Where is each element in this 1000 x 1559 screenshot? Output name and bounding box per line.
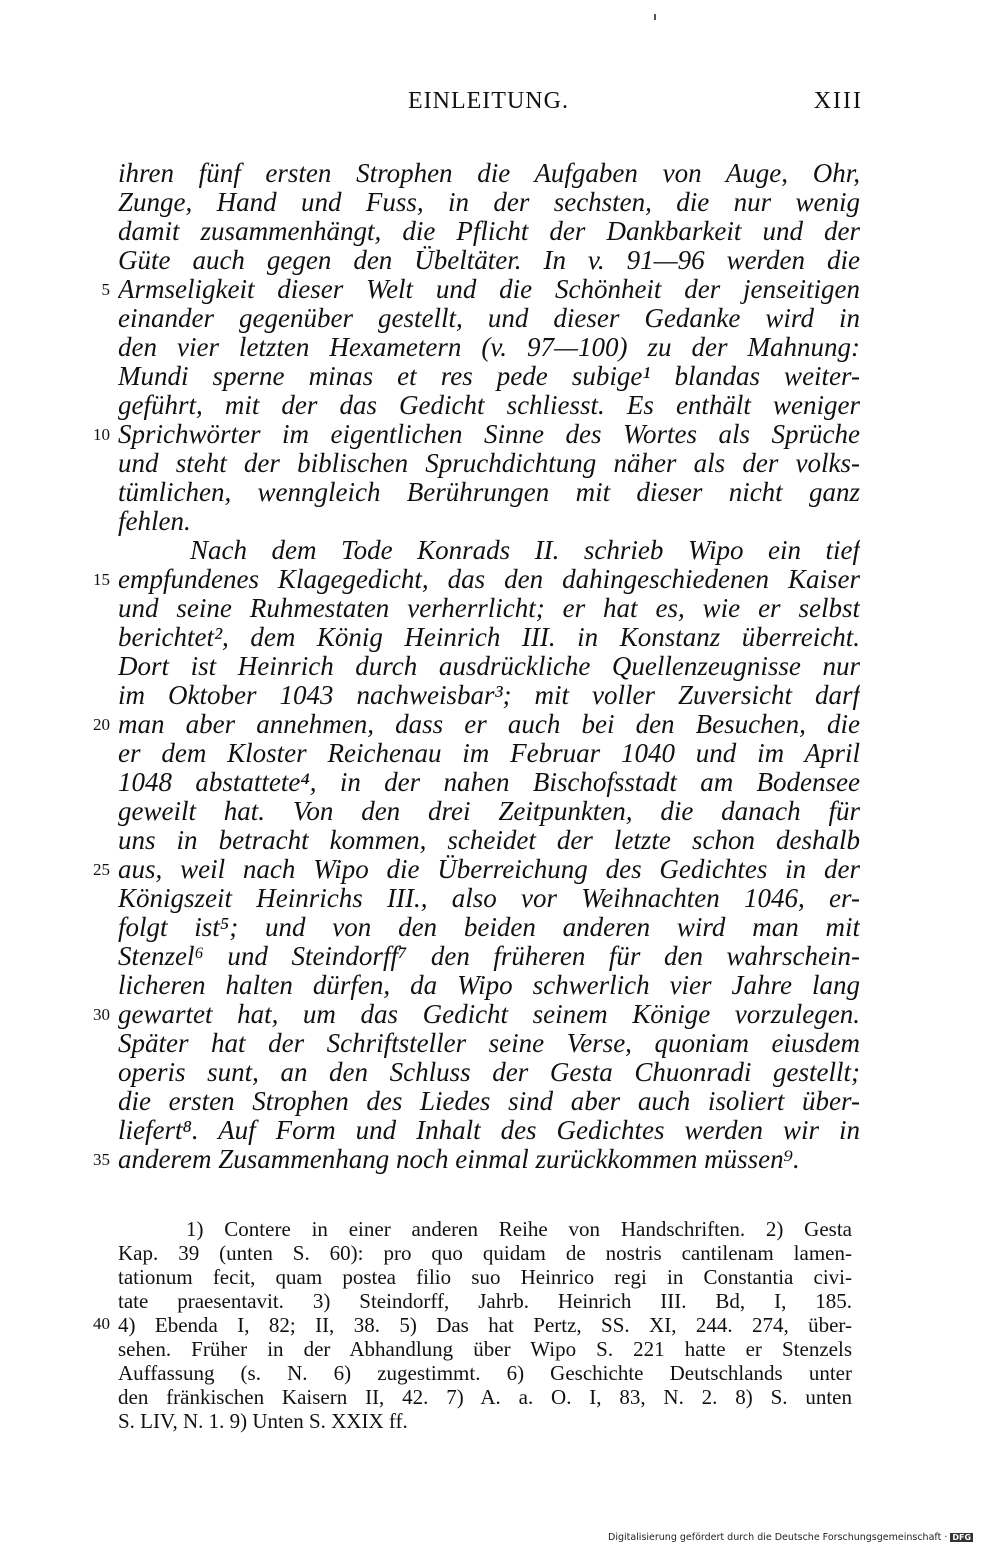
line-number: 40: [93, 1314, 110, 1333]
text-line: Armseligkeit dieser Welt und die Schönheit der jenseitigen: [118, 274, 860, 304]
credit-text: Digitalisierung gefördert durch die Deutsche Forschungsgemeinschaft ·: [608, 1532, 948, 1543]
line-number: 15: [93, 570, 110, 589]
text-line: gewartet hat, um das Gedicht seinem Könige vorzulegen.: [118, 999, 860, 1029]
text-line: die ersten Strophen des Liedes sind aber auch isoliert über-: [118, 1086, 860, 1116]
running-title: EINLEITUNG.: [408, 88, 569, 114]
text-line: ihren fünf ersten Strophen die Aufgaben von Auge, Ohr,: [118, 158, 860, 188]
footnote-line: Auffassung (s. N. 6) zugestimmt. 6) Geschichte Deutschlands unter: [118, 1361, 852, 1385]
footnote-line: tationum fecit, quam postea filio suo Heinrico regi in Constantia civi-: [118, 1265, 852, 1289]
line-number: 25: [93, 860, 110, 879]
text-line: damit zusammenhängt, die Pflicht der Dankbarkeit und der: [118, 216, 860, 246]
text-line: man aber annehmen, dass er auch bei den Besuchen, die: [118, 709, 860, 739]
text-line: Zunge, Hand und Fuss, in der sechsten, die nur wenig: [118, 187, 860, 217]
text-line: Stenzel⁶ und Steindorff⁷ den früheren für den wahrschein-: [118, 941, 860, 971]
digitization-credit: [608, 1532, 973, 1543]
footnote-line: 1) Contere in einer anderen Reihe von Handschriften. 2) Gesta: [186, 1217, 852, 1241]
text-line: liefert⁸. Auf Form und Inhalt des Gedichtes werden wir in: [118, 1115, 860, 1145]
text-line: Sprichwörter im eigentlichen Sinne des Wortes als Sprüche: [118, 419, 860, 449]
footnote-line: 4) Ebenda I, 82; II, 38. 5) Das hat Pertz, SS. XI, 244. 274, über-: [118, 1313, 852, 1337]
text-line: im Oktober 1043 nachweisbar³; mit voller Zuversicht darf: [118, 680, 860, 710]
text-line: uns in betracht kommen, scheidet der letzte schon deshalb: [118, 825, 860, 855]
text-line: 1048 abstattete⁴, in der nahen Bischofsstadt am Bodensee: [118, 767, 860, 797]
footnote-line: tate praesentavit. 3) Steindorff, Jahrb. Heinrich III. Bd, I, 185.: [118, 1289, 852, 1313]
text-line: den vier letzten Hexametern (v. 97—100) zu der Mahnung:: [118, 332, 860, 362]
text-line: fehlen.: [118, 506, 191, 536]
line-number: 30: [93, 1005, 110, 1024]
text-line: folgt ist⁵; und von den beiden anderen wird man mit: [118, 912, 860, 942]
footnote-line: Kap. 39 (unten S. 60): pro quo quidam de nostris cantilenam lamen-: [118, 1241, 852, 1265]
scan-mark: [654, 14, 656, 20]
text-line: und steht der biblischen Spruchdichtung näher als der volks-: [118, 448, 860, 478]
footnote-line: sehen. Früher in der Abhandlung über Wipo S. 221 hatte er Stenzels: [118, 1337, 852, 1361]
text-line: geführt, mit der das Gedicht schliesst. Es enthält weniger: [118, 390, 860, 420]
text-line: berichtet², dem König Heinrich III. in Konstanz überreicht.: [118, 622, 860, 652]
page-number: XIII: [813, 88, 863, 114]
text-line: Später hat der Schriftsteller seine Verse, quoniam eiusdem: [118, 1028, 860, 1058]
text-line: tümlichen, wenngleich Berührungen mit dieser nicht ganz: [118, 477, 860, 507]
text-line: anderem Zusammenhang noch einmal zurückkommen müssen⁹.: [118, 1144, 800, 1174]
text-line: operis sunt, an den Schluss der Gesta Chuonradi gestellt;: [118, 1057, 860, 1087]
line-number: 20: [93, 715, 110, 734]
text-line: einander gegenüber gestellt, und dieser Gedanke wird in: [118, 303, 860, 333]
footnote-line: S. LIV, N. 1. 9) Unten S. XXIX ff.: [118, 1409, 408, 1433]
footnote-line: den fränkischen Kaisern II, 42. 7) A. a. O. I, 83, N. 2. 8) S. unten: [118, 1385, 852, 1409]
text-line: Königszeit Heinrichs III., also vor Weihnachten 1046, er-: [118, 883, 860, 913]
page-header: [118, 88, 863, 120]
line-number: 5: [101, 280, 110, 299]
text-line: Nach dem Tode Konrads II. schrieb Wipo ein tief: [190, 535, 860, 565]
line-number: 10: [93, 425, 110, 444]
text-line: er dem Kloster Reichenau im Februar 1040 und im April: [118, 738, 860, 768]
text-line: Dort ist Heinrich durch ausdrückliche Quellenzeugnisse nur: [118, 651, 860, 681]
text-line: und seine Ruhmestaten verherrlicht; er hat es, wie er selbst: [118, 593, 860, 623]
text-line: empfundenes Klagegedicht, das den dahingeschiedenen Kaiser: [118, 564, 860, 594]
text-line: licheren halten dürfen, da Wipo schwerlich vier Jahre lang: [118, 970, 860, 1000]
text-line: geweilt hat. Von den drei Zeitpunkten, die danach für: [118, 796, 860, 826]
line-number: 35: [93, 1150, 110, 1169]
text-line: Güte auch gegen den Übeltäter. In v. 91—96 werden die: [118, 245, 860, 275]
dfg-logo: DFG: [952, 1533, 972, 1542]
text-line: aus, weil nach Wipo die Überreichung des Gedichtes in der: [118, 854, 860, 884]
text-line: Mundi sperne minas et res pede subige¹ blandas weiter-: [118, 361, 860, 391]
